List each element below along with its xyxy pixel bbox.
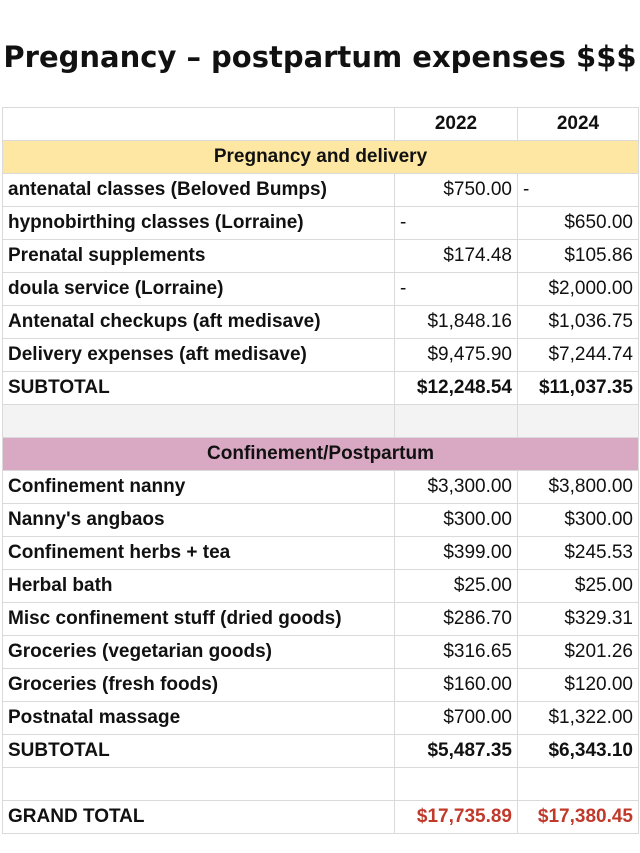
section-heading-label: Confinement/Postpartum [3, 438, 639, 471]
item-value-2022: $1,848.16 [395, 306, 518, 339]
item-value-2022: $9,475.90 [395, 339, 518, 372]
blank-row [3, 768, 639, 801]
table-row [3, 702, 639, 735]
item-value-2024: $329.31 [518, 603, 639, 636]
item-value-2022: $25.00 [395, 570, 518, 603]
item-name: Prenatal supplements [3, 240, 395, 273]
header-row [3, 108, 639, 141]
item-name: Confinement herbs + tea [3, 537, 395, 570]
grand-total-value-2022: $17,735.89 [395, 801, 518, 834]
table-row [3, 471, 639, 504]
subtotal-label: SUBTOTAL [3, 372, 395, 405]
table-row [3, 240, 639, 273]
item-value-2022: $316.65 [395, 636, 518, 669]
item-name: Herbal bath [3, 570, 395, 603]
item-name: Delivery expenses (aft medisave) [3, 339, 395, 372]
grand-total-label: GRAND TOTAL [3, 801, 395, 834]
item-name: Antenatal checkups (aft medisave) [3, 306, 395, 339]
table-row [3, 636, 639, 669]
item-value-2022: $174.48 [395, 240, 518, 273]
item-name: Groceries (fresh foods) [3, 669, 395, 702]
table-row [3, 504, 639, 537]
table-row [3, 537, 639, 570]
expenses-table [2, 107, 639, 834]
item-value-2024: $7,244.74 [518, 339, 639, 372]
item-value-2024: $25.00 [518, 570, 639, 603]
item-value-2022: $160.00 [395, 669, 518, 702]
item-name: Groceries (vegetarian goods) [3, 636, 395, 669]
item-value-2024: $1,322.00 [518, 702, 639, 735]
section-heading-pregnancy [3, 141, 639, 174]
header-empty-cell [3, 108, 395, 141]
item-name: antenatal classes (Beloved Bumps) [3, 174, 395, 207]
subtotal-value-2022: $12,248.54 [395, 372, 518, 405]
item-value-2024: - [518, 174, 639, 207]
table-row [3, 306, 639, 339]
spacer-row [3, 405, 639, 438]
item-name: doula service (Lorraine) [3, 273, 395, 306]
table-row [3, 207, 639, 240]
item-value-2024: $105.86 [518, 240, 639, 273]
column-header-2022: 2022 [395, 108, 518, 141]
item-name: Nanny's angbaos [3, 504, 395, 537]
item-value-2022: - [395, 273, 518, 306]
table-row [3, 570, 639, 603]
item-value-2024: $300.00 [518, 504, 639, 537]
item-value-2024: $1,036.75 [518, 306, 639, 339]
item-name: hypnobirthing classes (Lorraine) [3, 207, 395, 240]
item-value-2024: $245.53 [518, 537, 639, 570]
section-heading-confinement [3, 438, 639, 471]
section-heading-label: Pregnancy and delivery [3, 141, 639, 174]
grand-total-value-2024: $17,380.45 [518, 801, 639, 834]
item-name: Misc confinement stuff (dried goods) [3, 603, 395, 636]
column-header-2024: 2024 [518, 108, 639, 141]
item-value-2024: $650.00 [518, 207, 639, 240]
item-value-2024: $3,800.00 [518, 471, 639, 504]
table-row [3, 603, 639, 636]
table-row [3, 339, 639, 372]
subtotal-label: SUBTOTAL [3, 735, 395, 768]
subtotal-value-2024: $6,343.10 [518, 735, 639, 768]
item-value-2022: $300.00 [395, 504, 518, 537]
item-value-2022: $700.00 [395, 702, 518, 735]
table-row [3, 669, 639, 702]
item-value-2022: $286.70 [395, 603, 518, 636]
item-value-2022: $399.00 [395, 537, 518, 570]
table-row [3, 174, 639, 207]
item-value-2024: $201.26 [518, 636, 639, 669]
subtotal-row-pregnancy [3, 372, 639, 405]
item-value-2022: - [395, 207, 518, 240]
item-value-2022: $750.00 [395, 174, 518, 207]
item-name: Postnatal massage [3, 702, 395, 735]
item-value-2024: $2,000.00 [518, 273, 639, 306]
subtotal-value-2022: $5,487.35 [395, 735, 518, 768]
item-value-2024: $120.00 [518, 669, 639, 702]
page-title: Pregnancy – postpartum expenses $$$ [3, 40, 637, 74]
grand-total-row [3, 801, 639, 834]
item-value-2022: $3,300.00 [395, 471, 518, 504]
table-row [3, 273, 639, 306]
subtotal-row-confinement [3, 735, 639, 768]
item-name: Confinement nanny [3, 471, 395, 504]
subtotal-value-2024: $11,037.35 [518, 372, 639, 405]
